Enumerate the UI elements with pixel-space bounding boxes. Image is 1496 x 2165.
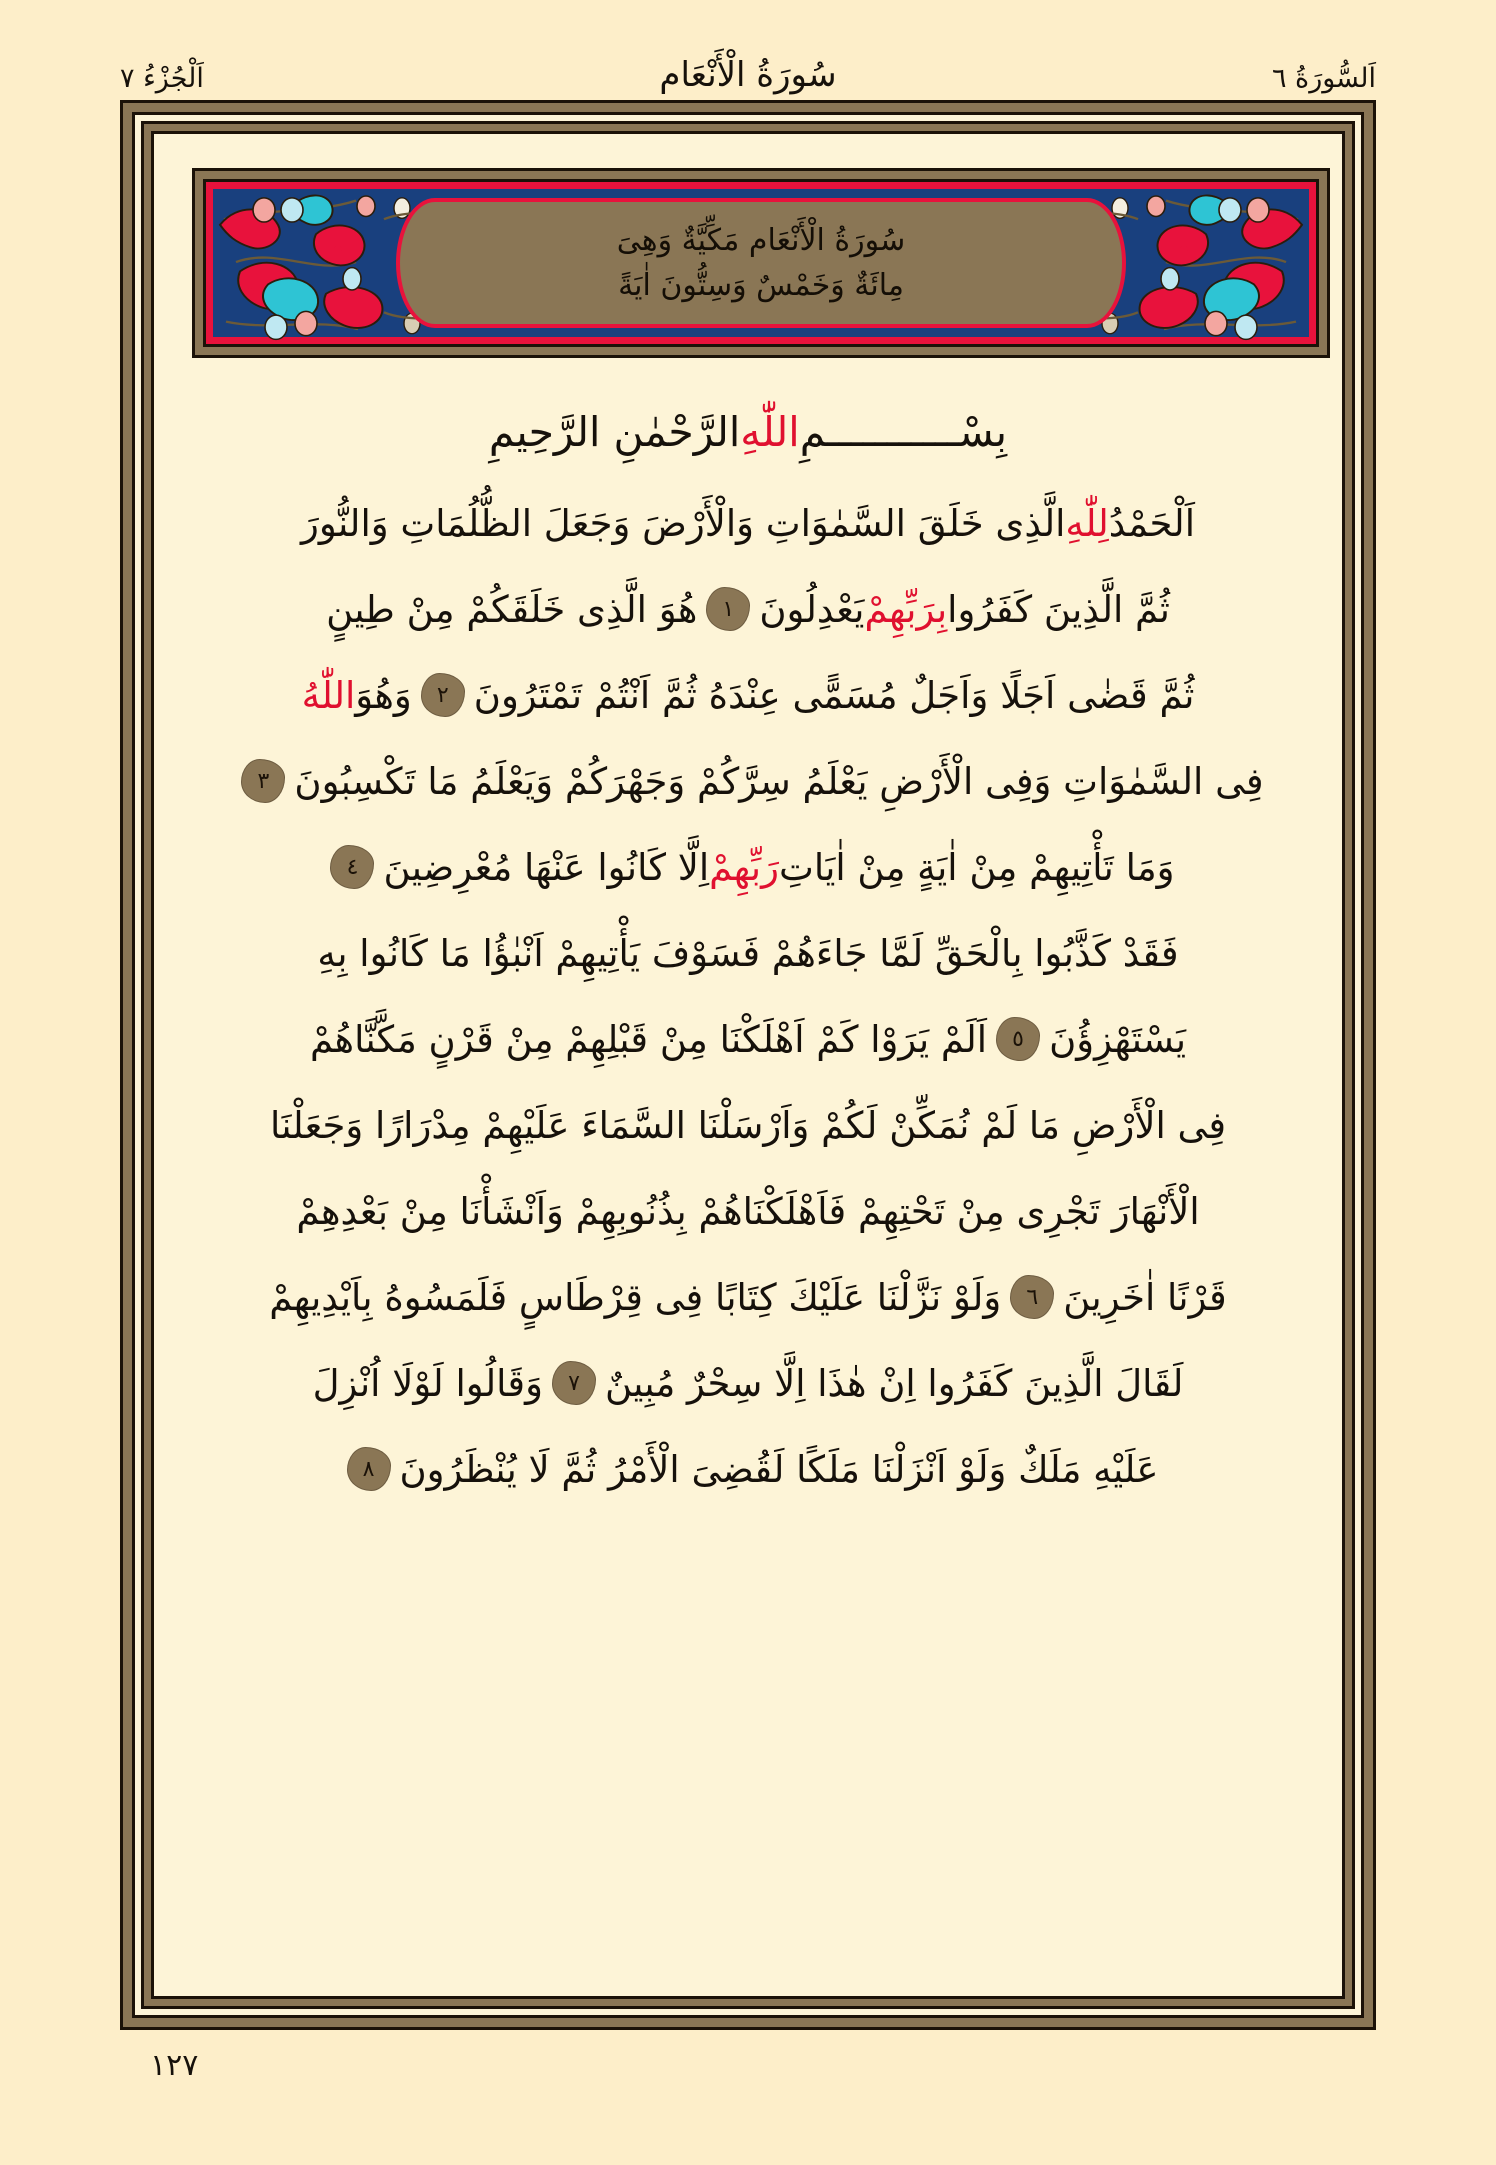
ayah-line-line-3 (184, 652, 1312, 738)
ayah-number: ٣ (257, 768, 270, 794)
ayah-marker-٤[interactable] (331, 846, 373, 888)
ayah-text-segment: بِرَبِّهِمْ (864, 587, 948, 631)
ayah-text-segment: ثُمَّ الَّذِينَ كَفَرُوا (947, 587, 1170, 631)
ayah-text-segment: فِى الْأَرْضِ مَا لَمْ نُمَكِّنْ لَكُمْ وَاَرْسَلْنَا السَّمَاءَ عَلَيْهِمْ مِدْرَارًا وَجَعَلْنَا (269, 1103, 1227, 1147)
ayah-number: ٦ (1026, 1284, 1039, 1310)
ayah-line-line-7 (184, 996, 1312, 1082)
surah-panel-line-1: سُورَةُ الْأَنْعَام مَكِّيَّةٌ وَهِىَ (616, 223, 906, 258)
ayah-marker-٧[interactable] (553, 1362, 595, 1404)
ayah-text-segment: اَلْحَمْدُ (1108, 501, 1195, 545)
ayah-number: ١ (722, 596, 735, 622)
ayah-text-segment: اللّٰهُ (301, 673, 356, 717)
ayah-line-line-2 (184, 566, 1312, 652)
ayah-text-segment: رَبِّهِمْ (709, 845, 779, 889)
frame-band-outer (132, 112, 1364, 2018)
page-number: ١٢٧ (150, 2048, 199, 2083)
ayah-text-segment: الْأَنْهَارَ تَجْرِى مِنْ تَحْتِهِمْ فَاَهْلَكْنَاهُمْ بِذُنُوبِهِمْ وَاَنْشَأْنَا مِنْ بَعْدِهِمْ (296, 1189, 1200, 1233)
surah-panel-body (203, 179, 1319, 347)
page-title: سُورَةُ الْأَنْعَام (659, 54, 837, 95)
ayah-text-segment: قَرْنًا اٰخَرِينَ (1063, 1275, 1227, 1319)
ayah-text-segment: عَلَيْهِ مَلَكٌ وَلَوْ اَنْزَلْنَا مَلَكًا لَقُضِىَ الْأَمْرُ ثُمَّ لَا يُنْظَرُونَ (399, 1447, 1159, 1491)
surah-heading-panel (192, 168, 1330, 358)
ayah-text-segment: الرَّحْمٰنِ الرَّحِيمِ (488, 408, 741, 456)
ayah-line-line-11 (184, 1340, 1312, 1426)
ayah-line-line-5 (184, 824, 1312, 910)
ayah-text-segment: فِى السَّمٰوَاتِ وَفِى الْأَرْضِ يَعْلَمُ سِرَّكُمْ وَجَهْرَكُمْ وَيَعْلَمُ مَا تَكْسِبُونَ (294, 759, 1264, 803)
ayah-number: ٤ (346, 854, 359, 880)
ayah-marker-٣[interactable] (242, 760, 284, 802)
ayah-text-segment: اَلَمْ يَرَوْا كَمْ اَهْلَكْنَا مِنْ قَبْلِهِمْ مِنْ قَرْنٍ مَكَّنَّاهُمْ (309, 1017, 988, 1061)
frame-band-middle (141, 121, 1355, 2009)
ayah-marker-٥[interactable] (997, 1018, 1039, 1060)
juz-label: اَلْجُزْءُ ٧ (120, 63, 204, 95)
ayah-line-line-1 (184, 480, 1312, 566)
quran-body-text (184, 384, 1312, 1966)
ayah-text-segment: لَقَالَ الَّذِينَ كَفَرُوا اِنْ هٰذَا اِلَّا سِحْرٌ مُبِينٌ (604, 1361, 1184, 1405)
ayah-text-segment: فَقَدْ كَذَّبُوا بِالْحَقِّ لَمَّا جَاءَهُمْ فَسَوْفَ يَأْتِيهِمْ اَنْبٰؤُا مَا كَانُوا بِهِ (317, 931, 1179, 975)
ayah-text-segment: الَّذِى خَلَقَ السَّمٰوَاتِ وَالْأَرْضَ وَجَعَلَ الظُّلُمَاتِ وَالنُّورَ (301, 501, 1066, 545)
ayah-text-segment: يَسْتَهْزِؤُنَ (1049, 1017, 1187, 1061)
page-header (120, 38, 1376, 96)
ayah-line-line-9 (184, 1168, 1312, 1254)
ayah-number: ٥ (1012, 1026, 1024, 1052)
ayah-text-segment: يَعْدِلُونَ (759, 587, 865, 631)
ayah-line-line-6 (184, 910, 1312, 996)
surah-panel-line-2: مِائَةٌ وَخَمْسٌ وَسِتُّونَ اٰيَةً (618, 268, 904, 303)
ayah-text-segment: اِلَّا كَانُوا عَنْهَا مُعْرِضِينَ (383, 845, 710, 889)
ayah-text-segment: ثُمَّ قَضٰى اَجَلًا وَاَجَلٌ مُسَمًّى عِنْدَهُ ثُمَّ اَنْتُمْ تَمْتَرُونَ (473, 673, 1195, 717)
surah-number-label: اَلسُّورَةُ ٦ (1271, 63, 1376, 95)
ayah-line-bismillah (184, 384, 1312, 480)
ayah-text-segment: وَهُوَ (355, 673, 412, 717)
surah-panel-text (396, 198, 1126, 328)
ayah-line-line-4 (184, 738, 1312, 824)
ayah-number: ٧ (568, 1370, 580, 1396)
ayah-marker-٢[interactable] (422, 674, 464, 716)
ayah-text-segment: وَقَالُوا لَوْلَا اُنْزِلَ (312, 1361, 543, 1405)
ayah-line-line-10 (184, 1254, 1312, 1340)
ayah-text-segment: وَمَا تَأْتِيهِمْ مِنْ اٰيَةٍ مِنْ اٰيَاتِ (778, 845, 1175, 889)
ayah-text-segment: هُوَ الَّذِى خَلَقَكُمْ مِنْ طِينٍ (326, 587, 698, 631)
ayah-marker-٦[interactable] (1011, 1276, 1053, 1318)
page-frame (120, 100, 1376, 2030)
ayah-text-segment: لِلّٰهِ (1065, 501, 1109, 545)
ayah-text-segment: بِسْـــــــــــمِ (799, 408, 1008, 456)
ayah-number: ٨ (362, 1456, 375, 1482)
ayah-text-segment: اللّٰهِ (740, 408, 800, 456)
ayah-line-line-12 (184, 1426, 1312, 1512)
frame-band-inner (151, 131, 1345, 1999)
ayah-number: ٢ (436, 682, 449, 708)
ayah-text-segment: وَلَوْ نَزَّلْنَا عَلَيْكَ كِتَابًا فِى قِرْطَاسٍ فَلَمَسُوهُ بِاَيْدِيهِمْ (269, 1275, 1002, 1319)
ayah-marker-٨[interactable] (348, 1448, 390, 1490)
ayah-marker-١[interactable] (707, 588, 749, 630)
ayah-line-line-8 (184, 1082, 1312, 1168)
